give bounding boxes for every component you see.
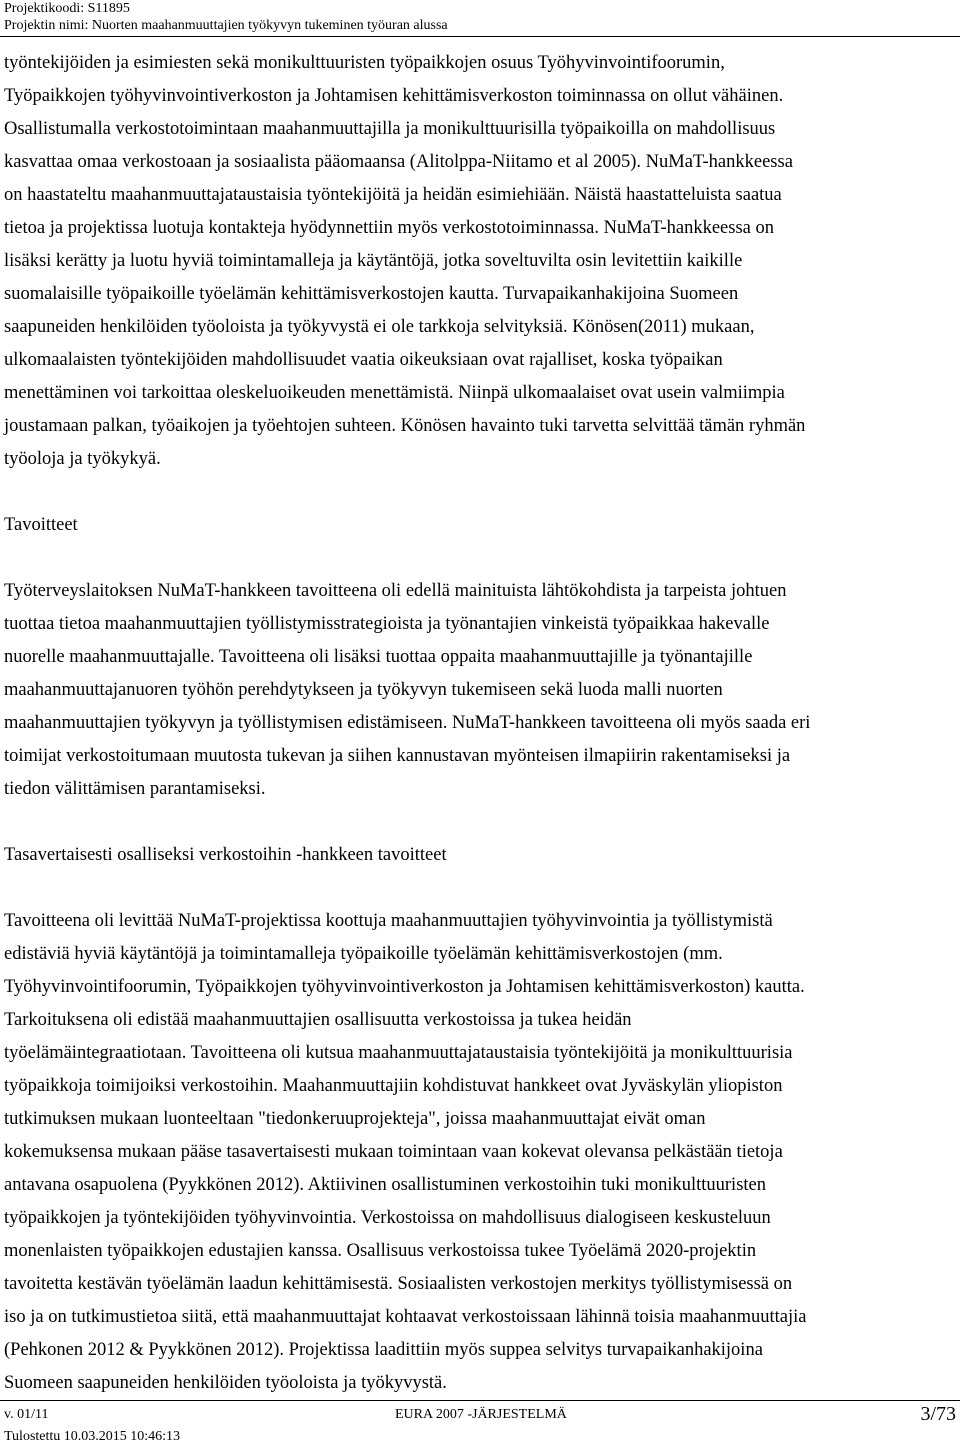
section-heading-goals: Tavoitteet: [4, 515, 78, 535]
header-divider: [0, 36, 960, 37]
section-heading-equal-participation: Tasavertaisesti osalliseksi verkostoihin -hankkeen tavoitteet: [4, 845, 447, 865]
body-paragraph-1: työntekijöiden ja esimiesten sekä monikulttuuristen työpaikkojen osuus Työhyvinvointifoorumin, Työpaikkojen työhyvinvointiverkoston ja Johtamisen kehittämisverkoston toiminnassa on ollut vähäinen. Osallistumalla verkostotoimintaan maahanmuuttajilla ja monikulttuurisilla työpaikoilla on mahdollisuus kasvattaa omaa verkostoaan ja sosiaalista pääomaansa (Alitolppa-Niitamo et al 2005). NuMaT-hankkeessa on haastateltu maahanmuuttajataustaisia työntekijöitä ja heidän esimiehiään. Näistä haastatteluista saatua tietoa ja projektissa luotuja kontakteja hyödynnettiin myös verkostotoiminnassa. NuMaT-hankkeessa on lisäksi kerätty ja luotu hyviä toimintamalleja ja käytäntöjä, jotka soveltuvilta osin levitettiin kaikille suomalaisille työpaikoille työelämän kehittämisverkostojen kautta. Turvapaikanhakijoina Suomeen saapuneiden henkilöiden työoloista ja työkyvystä ei ole tarkkoja selvityksiä. Könösen(2011) mukaan, ulkomaalaisten työntekijöiden mahdollisuudet vaatia oikeuksiaan ovat rajalliset, koska työpaikan menettäminen voi tarkoittaa oleskeluoikeuden menettämistä. Niinpä ulkomaalaiset ovat usein valmiimpia joustamaan palkan, työaikojen ja työehtojen suhteen. Könösen havainto tuki tarvetta selvittää tämän ryhmän työoloja ja työkykyä.: [4, 53, 806, 469]
project-name: Projektin nimi: Nuorten maahanmuuttajien työkyvyn tukeminen työuran alussa: [4, 18, 448, 33]
footer-divider: [0, 1400, 960, 1401]
body-paragraph-3: Tavoitteena oli levittää NuMaT-projektissa koottuja maahanmuuttajien työhyvinvointia ja työllistymistä edistäviä hyviä käytäntöjä ja toimintamalleja työpaikoille työelämän kehittämisverkostojen (mm. Työhyvinvointifoorumin, Työpaikkojen työhyvinvointiverkoston ja Johtamisen kehittämisverkoston) kautta. Tarkoituksena oli edistää maahanmuuttajien osallisuutta verkostoissa ja tukea heidän työelämäintegraatiotaan. Tavoitteena oli kutsua maahanmuuttajataustaisia työntekijöitä ja monikulttuurisia työpaikkoja toimijoiksi verkostoihin. Maahanmuuttajiin kohdistuvat hankkeet ovat Jyväskylän yliopiston tutkimuksen mukaan luonteeltaan "tiedonkeruuprojekteja", joissa maahanmuuttajat eivät oman kokemuksensa mukaan pääse tasavertaisesti mukaan toimintaan vaan kokevat olevansa pelkästään tietoja antavana osapuolena (Pyykkönen 2012). Aktiivinen osallistuminen verkostoihin tuki monikulttuuristen työpaikkojen ja työntekijöiden työhyvinvointia. Verkostoissa on mahdollisuus dialogiseen keskusteluun monenlaisten työpaikkojen edustajien kanssa. Osallisuus verkostoissa tukee Työelämä 2020-projektin tavoitetta kestävän työelämän laadun kehittämisestä. Sosiaalisten verkostojen merkitys työllistymisessä on iso ja on tutkimustietoa siitä, että maahanmuuttajat kohtaavat verkostoissaan lähinnä toisia maahanmuuttajia (Pehkonen 2012 & Pyykkönen 2012). Projektissa laadittiin myös suppea selvitys turvapaikanhakijoina Suomeen saapuneiden henkilöiden työoloista ja työkyvystä.: [4, 911, 807, 1393]
document-body: [4, 47, 960, 1400]
body-paragraph-2: Työterveyslaitoksen NuMaT-hankkeen tavoitteena oli edellä mainituista lähtökohdista ja tarpeista johtuen tuottaa tietoa maahanmuuttajien työllistymisstrategioista ja työnantajien vinkeistä työpaikkaa hakevalle nuorelle maahanmuuttajalle. Tavoitteena oli lisäksi tuottaa oppaita maahanmuuttajille ja työnantajille maahanmuuttajanuoren työhön perehdytykseen ja työkyvyn tukemiseen sekä luoda malli nuorten maahanmuuttajien työkyvyn ja työllistymisen edistämiseen. NuMaT-hankkeen tavoitteena oli myös saada eri toimijat verkostoitumaan muutosta tukevan ja siihen kannustavan myönteisen ilmapiirin rakentamiseksi ja tiedon välittämisen parantamiseksi.: [4, 581, 811, 799]
page-number: 3/73: [920, 1403, 956, 1425]
footer-version: v. 01/11: [4, 1407, 49, 1422]
project-code: Projektikoodi: S11895: [4, 1, 130, 16]
page-header: [4, 0, 448, 34]
print-timestamp: Tulostettu 10.03.2015 10:46:13: [4, 1429, 181, 1444]
footer-system-name: EURA 2007 -JÄRJESTELMÄ: [395, 1407, 567, 1422]
